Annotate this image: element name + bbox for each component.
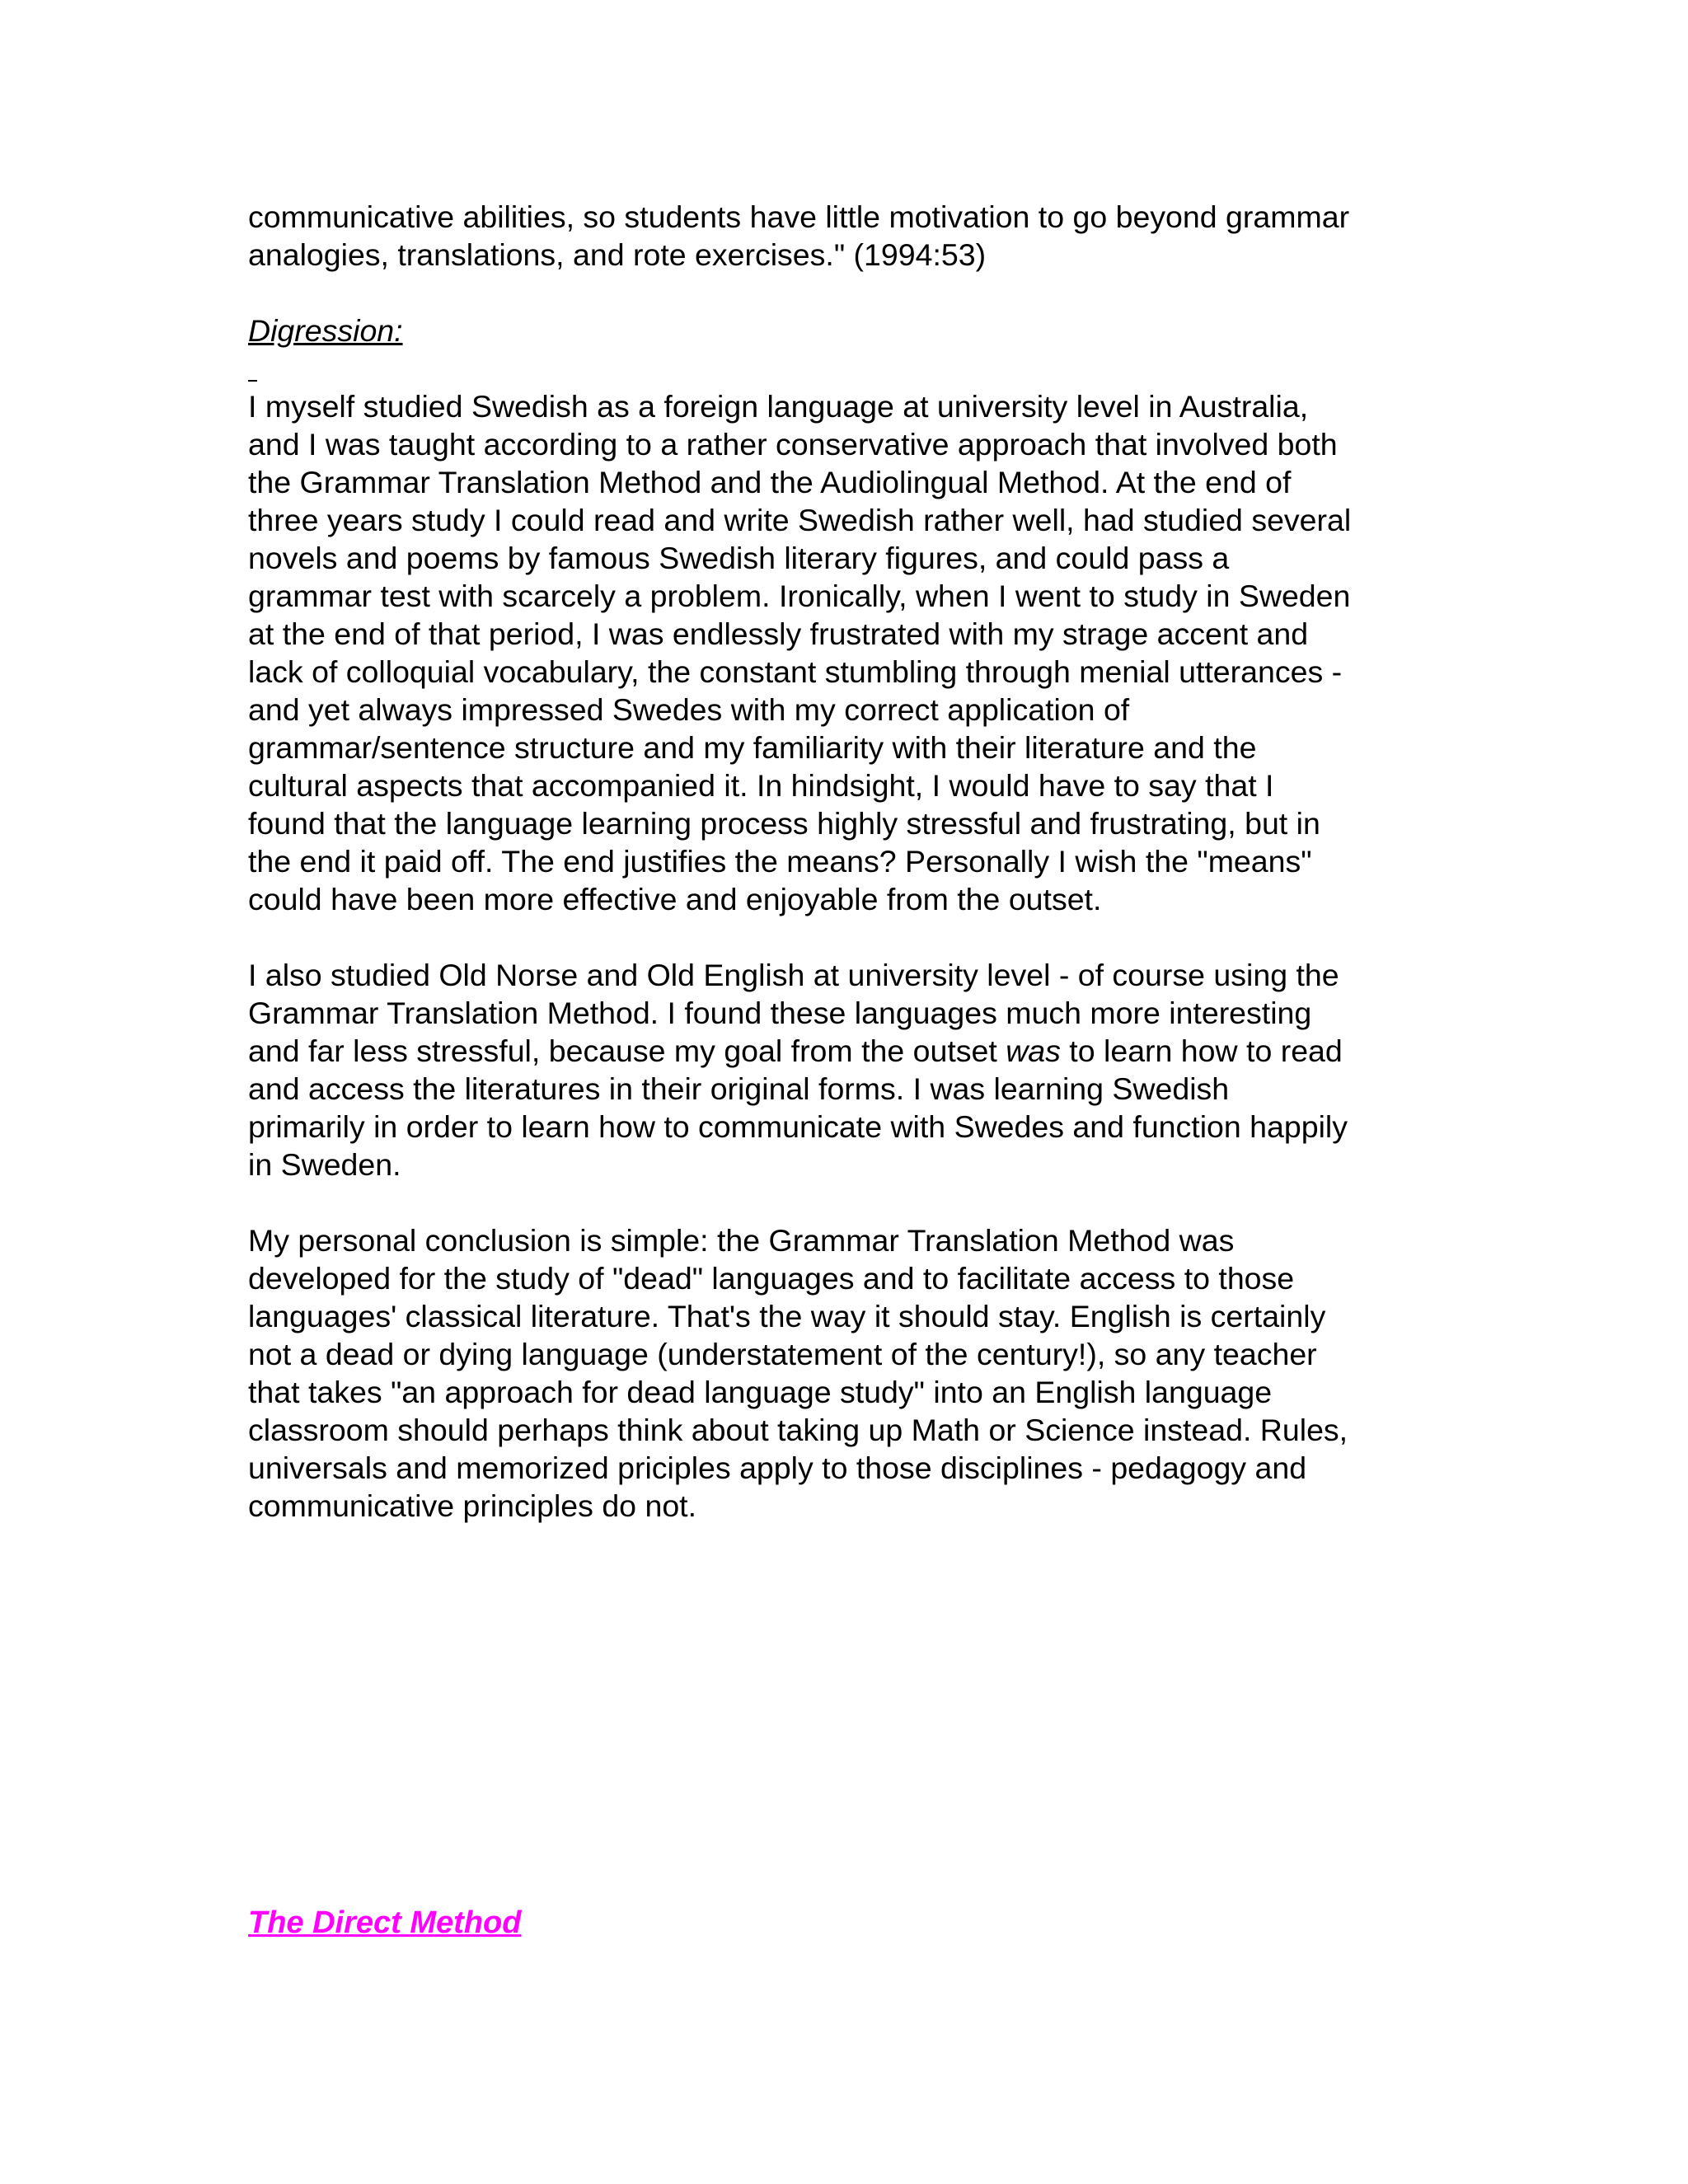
text-line: could have been more effective and enjoyable from the outset.: [248, 882, 1102, 916]
paragraph-conclusion: [248, 1221, 1451, 1525]
text-line: not a dead or dying language (understatement of the century!), so any teacher: [248, 1337, 1317, 1371]
text-fragment: to learn how to read: [1060, 1033, 1343, 1068]
text-line: found that the language learning process highly stressful and frustrating, but in: [248, 806, 1320, 841]
text-line: developed for the study of "dead" languages and to facilitate access to those: [248, 1261, 1295, 1296]
text-line: [248, 1032, 1451, 1070]
text-line: languages' classical literature. That's the way it should stay. English is certainly: [248, 1299, 1326, 1333]
text-line: cultural aspects that accompanied it. In hindsight, I would have to say that I: [248, 768, 1274, 803]
intro-paragraph: [248, 198, 1451, 274]
text-line: grammar/sentence structure and my familiarity with their literature and the: [248, 730, 1257, 765]
paragraph-old-norse: [248, 956, 1451, 1183]
text-fragment: and far less stressful, because my goal from the outset: [248, 1033, 1006, 1068]
paragraph-swedish-study: [248, 387, 1451, 918]
text-line: communicative principles do not.: [248, 1488, 697, 1523]
text-line: classroom should perhaps think about taking up Math or Science instead. Rules,: [248, 1413, 1348, 1447]
text-line: and access the literatures in their original forms. I was learning Swedish: [248, 1071, 1230, 1106]
text-line: universals and memorized priciples apply to those disciplines - pedagogy and: [248, 1451, 1307, 1485]
text-line: grammar test with scarcely a problem. Ironically, when I went to study in Sweden: [248, 579, 1351, 613]
text-line: and I was taught according to a rather conservative approach that involved both: [248, 427, 1338, 462]
underline-mark: [248, 380, 257, 382]
text-line: My personal conclusion is simple: the Grammar Translation Method was: [248, 1223, 1235, 1258]
text-line: Grammar Translation Method. I found these languages much more interesting: [248, 996, 1312, 1030]
text-line: I also studied Old Norse and Old English at university level - of course using the: [248, 958, 1339, 992]
text-line: novels and poems by famous Swedish literary figures, and could pass a: [248, 541, 1230, 575]
emphasis-word: was: [1006, 1033, 1061, 1068]
text-line: the end it paid off. The end justifies the means? Personally I wish the "means": [248, 844, 1312, 879]
text-line: that takes "an approach for dead language study" into an English language: [248, 1375, 1273, 1409]
text-line: I myself studied Swedish as a foreign language at university level in Australia,: [248, 389, 1309, 424]
text-line: primarily in order to learn how to communicate with Swedes and function happily: [248, 1109, 1348, 1144]
text-line: in Sweden.: [248, 1147, 401, 1182]
text-line: lack of colloquial vocabulary, the constant stumbling through menial utterances -: [248, 654, 1343, 689]
text-line: and yet always impressed Swedes with my correct application of: [248, 692, 1130, 727]
text-line: analogies, translations, and rote exercises." (1994:53): [248, 237, 987, 272]
direct-method-link[interactable]: The Direct Method: [248, 1905, 522, 1940]
text-line: communicative abilities, so students have little motivation to go beyond grammar: [248, 199, 1350, 234]
text-line: at the end of that period, I was endlessly frustrated with my strage accent and: [248, 616, 1309, 651]
text-line: three years study I could read and write Swedish rather well, had studied several: [248, 503, 1352, 537]
digression-heading: Digression:: [248, 313, 403, 348]
text-line: the Grammar Translation Method and the Audiolingual Method. At the end of: [248, 465, 1292, 499]
